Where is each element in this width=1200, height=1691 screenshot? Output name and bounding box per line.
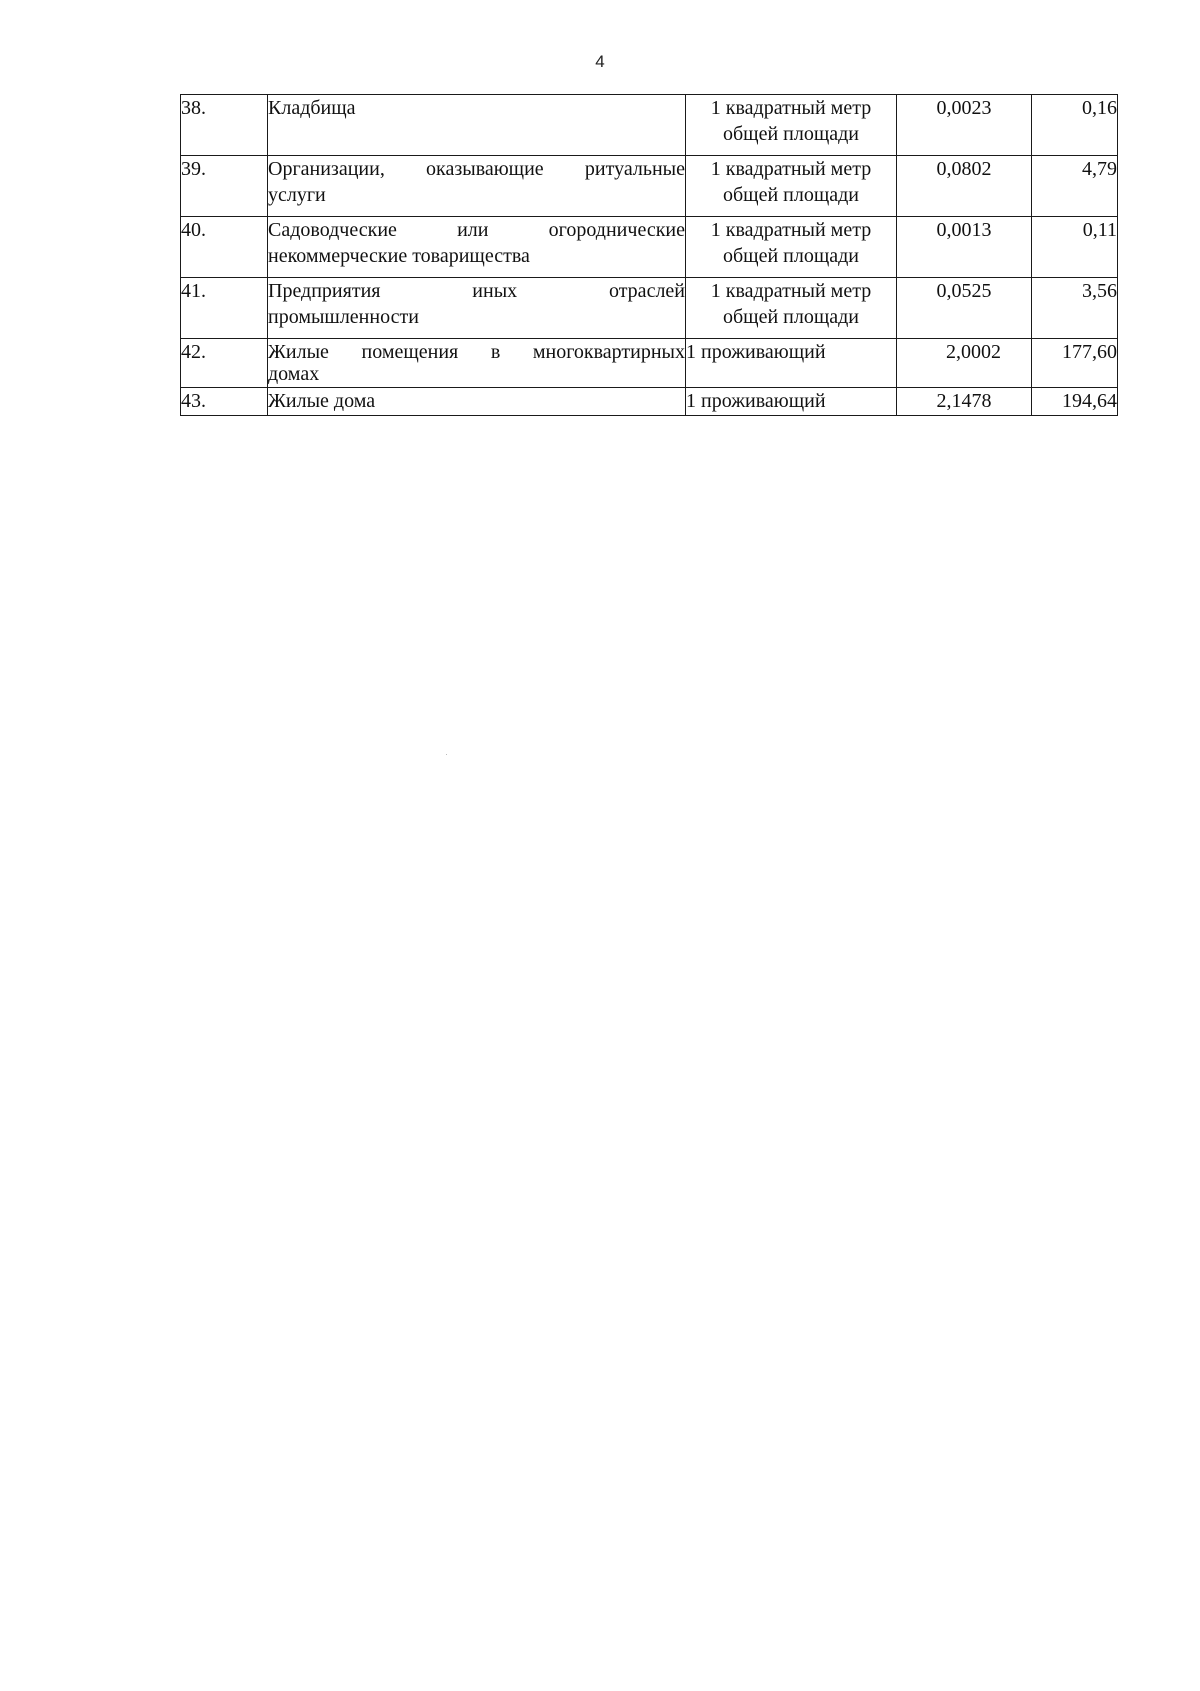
unit-text: 1 проживающий <box>686 341 826 363</box>
unit-cell <box>686 388 897 416</box>
category-text: некоммерческие товарищества <box>268 245 530 267</box>
value-cell: 0,11 <box>1032 217 1118 278</box>
table-row <box>181 278 1118 339</box>
row-number: 41. <box>181 278 268 339</box>
row-number: 42. <box>181 339 268 388</box>
row-number: 39. <box>181 156 268 217</box>
value-cell: 4,79 <box>1032 156 1118 217</box>
page-number: 4 <box>595 52 605 71</box>
value-cell: 0,16 <box>1032 95 1118 156</box>
unit-text: общей площади <box>723 184 859 206</box>
value-cell: 194,64 <box>1032 388 1118 416</box>
unit-text: общей площади <box>723 245 859 267</box>
unit-text: общей площади <box>723 306 859 328</box>
category-cell <box>268 339 686 388</box>
unit-cell <box>686 156 897 217</box>
unit-text: 1 квадратный метр <box>710 97 872 119</box>
category-cell <box>268 388 686 416</box>
table-row <box>181 156 1118 217</box>
category-text: услуги <box>268 184 326 206</box>
value-cell: 177,60 <box>1032 339 1118 388</box>
value-cell: 2,0002 <box>897 339 1032 388</box>
unit-text: общей площади <box>723 123 859 145</box>
unit-cell <box>686 278 897 339</box>
value-cell: 2,1478 <box>897 388 1032 416</box>
category-text: Жилые дома <box>268 390 376 412</box>
unit-cell <box>686 217 897 278</box>
table-row <box>181 339 1118 388</box>
unit-text: 1 квадратный метр <box>710 158 872 180</box>
unit-cell <box>686 95 897 156</box>
scan-speck <box>446 754 447 755</box>
unit-text: 1 квадратный метр <box>710 280 872 302</box>
value-cell: 0,0013 <box>897 217 1032 278</box>
category-text: Кладбища <box>268 97 356 119</box>
table-row <box>181 217 1118 278</box>
category-cell <box>268 278 686 339</box>
row-number: 38. <box>181 95 268 156</box>
row-number: 43. <box>181 388 268 416</box>
category-text: Предприятия иных отраслей <box>268 280 685 302</box>
value-cell: 0,0023 <box>897 95 1032 156</box>
category-text: домах <box>268 363 320 385</box>
category-cell <box>268 217 686 278</box>
category-cell <box>268 156 686 217</box>
category-cell <box>268 95 686 156</box>
unit-text: 1 проживающий <box>686 390 826 412</box>
table-row <box>181 388 1118 416</box>
unit-cell <box>686 339 897 388</box>
category-text: промышленности <box>268 306 419 328</box>
row-number: 40. <box>181 217 268 278</box>
value-cell: 3,56 <box>1032 278 1118 339</box>
value-cell: 0,0525 <box>897 278 1032 339</box>
category-text: Организации, оказывающие ритуальные <box>268 158 685 180</box>
norms-table <box>180 94 1118 416</box>
unit-text: 1 квадратный метр <box>710 219 872 241</box>
value-cell: 0,0802 <box>897 156 1032 217</box>
category-text: Жилые помещения в многоквартирных <box>268 341 685 363</box>
category-text: Садоводческие или огороднические <box>268 219 685 241</box>
table-row <box>181 95 1118 156</box>
